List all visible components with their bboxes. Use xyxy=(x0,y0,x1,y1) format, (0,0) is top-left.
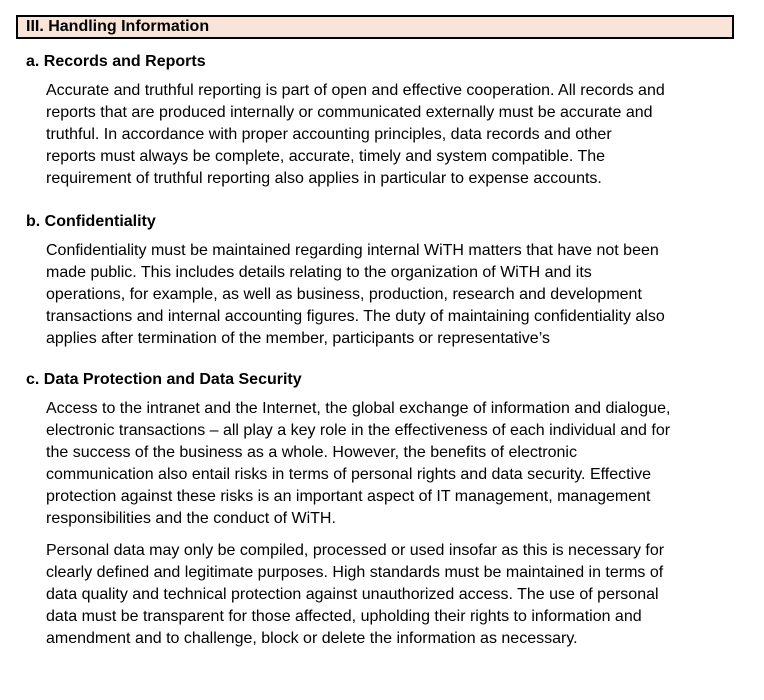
text-line: communication also entail risks in terms of personal rights and data security. Effective xyxy=(46,466,652,483)
text-line: truthful. In accordance with proper accounting principles, data records and other xyxy=(46,126,612,143)
heading-confidentiality: b. Confidentiality xyxy=(26,213,156,230)
text-line: Accurate and truthful reporting is part of open and effective cooperation. All records and xyxy=(46,82,665,99)
text-line: reports must always be complete, accurate, timely and system compatible. The xyxy=(46,148,606,165)
text-line: responsibilities and the conduct of WiTH. xyxy=(46,510,336,527)
text-line: Confidentiality must be maintained regarding internal WiTH matters that have not been xyxy=(46,242,659,259)
text-line: transactions and internal accounting figures. The duty of maintaining confidentiality also xyxy=(46,308,665,325)
heading-data-protection: c. Data Protection and Data Security xyxy=(26,371,302,388)
section-title: III. Handling Information xyxy=(16,15,734,39)
text-line: Personal data may only be compiled, processed or used insofar as this is necessary for xyxy=(46,542,665,559)
text-line: electronic transactions – all play a key role in the effectiveness of each individual and for xyxy=(46,422,671,439)
heading-records-and-reports: a. Records and Reports xyxy=(26,53,206,70)
text-line: requirement of truthful reporting also applies in particular to expense accounts. xyxy=(46,170,602,187)
text-line: operations, for example, as well as business, production, research and development xyxy=(46,286,642,303)
text-line: clearly defined and legitimate purposes. High standards must be maintained in terms of xyxy=(46,564,664,581)
paragraph-data-protection-1 xyxy=(46,398,736,530)
text-line: made public. This includes details relating to the organization of WiTH and its xyxy=(46,264,592,281)
text-line: reports that are produced internally or communicated externally must be accurate and xyxy=(46,104,653,121)
text-line: applies after termination of the member, participants or representative’s xyxy=(46,330,550,347)
text-line: amendment and to challenge, block or delete the information as necessary. xyxy=(46,630,578,647)
text-line: Access to the intranet and the Internet, the global exchange of information and dialogue, xyxy=(46,400,671,417)
text-line: the success of the business as a whole. However, the benefits of electronic xyxy=(46,444,577,461)
paragraph-data-protection-2 xyxy=(46,540,736,650)
text-line: protection against these risks is an important aspect of IT management, management xyxy=(46,488,651,505)
text-line: data must be transparent for those affected, upholding their rights to information and xyxy=(46,608,642,625)
text-line: data quality and technical protection against unauthorized access. The use of personal xyxy=(46,586,659,603)
paragraph-records-and-reports xyxy=(46,80,736,190)
paragraph-confidentiality xyxy=(46,240,736,350)
